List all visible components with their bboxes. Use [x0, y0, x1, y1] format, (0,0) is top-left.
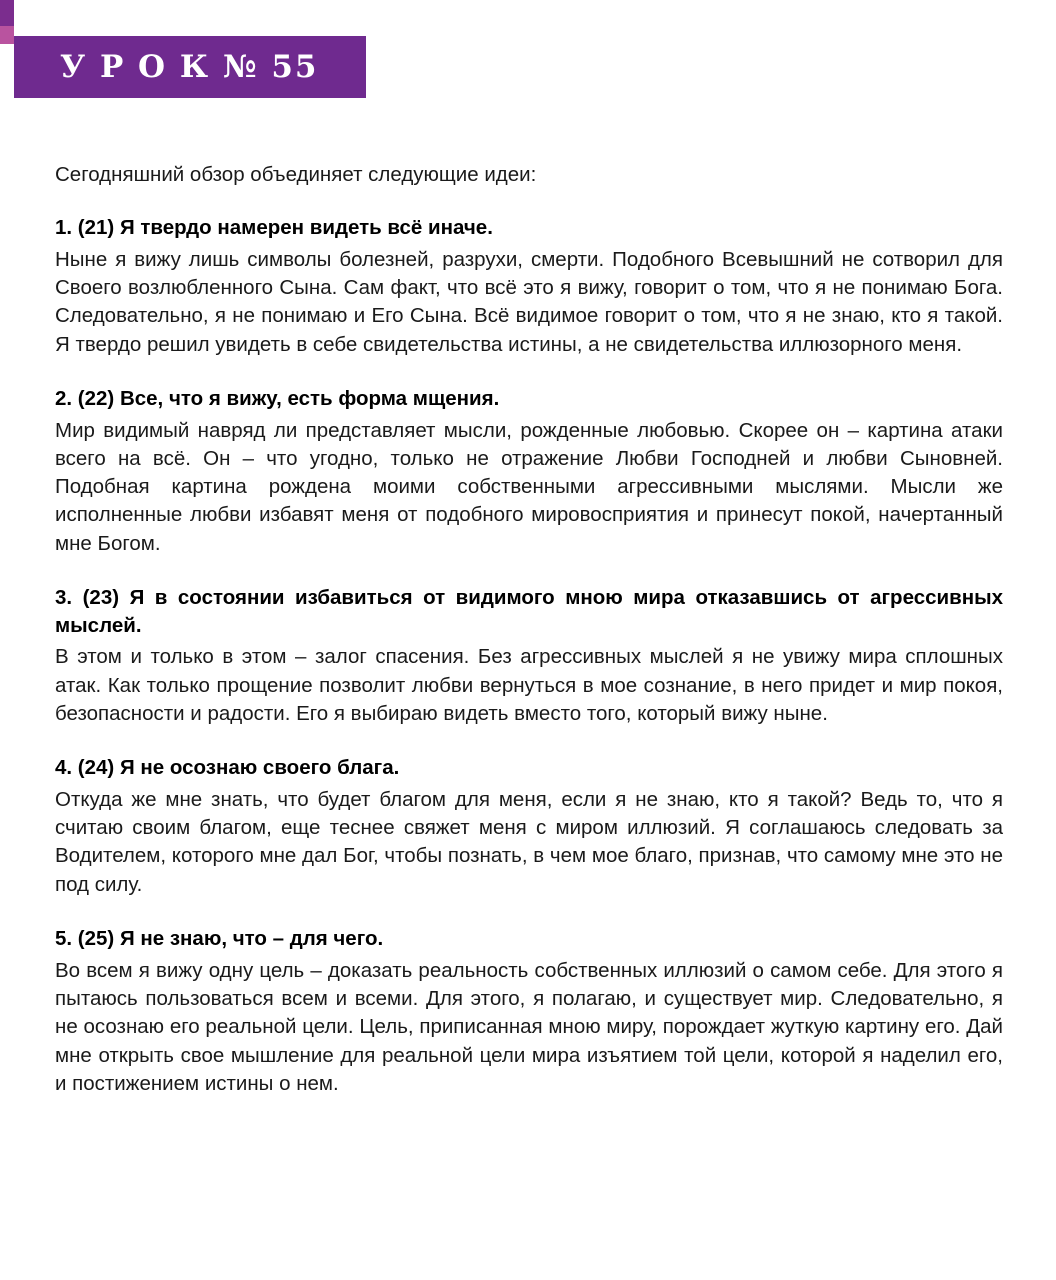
- section-heading-5: 5. (25) Я не знаю, что – для чего.: [55, 927, 384, 951]
- left-edge-bar-top: [0, 0, 14, 26]
- section-heading-2: 2. (22) Все, что я вижу, есть форма мщения.: [55, 386, 500, 410]
- section-body-2: Мир видимый навряд ли представляет мысли, рожденные любовью. Скорее он – картина атаки всего на всё. Он – что угодно, только не отражение Любви Господней и любви Сыновней. Подобная картина рождена моими собственными агрессивными мыслями. Мысли же исполненные любви избавят меня от подобного мировосприятия и принесут покой, начертанный мне Богом.: [55, 418, 1003, 555]
- section-body-1: Ныне я вижу лишь символы болезней, разрухи, смерти. Подобного Всевышний не сотворил для Своего возлюбленного Сына. Сам факт, что всё это я вижу, говорит о том, что я не понимаю Бога. Следовательно, я не понимаю и Его Сына. Всё видимое говорит о том, что я не знаю, кто я такой. Я твердо решил увидеть в себе свидетельства истины, а не свидетельства иллюзорного меня.: [55, 247, 1003, 356]
- intro-paragraph: Сегодняшний обзор объединяет следующие идеи:: [55, 162, 537, 186]
- lesson-section-2: [55, 385, 1003, 558]
- section-body-5: Во всем я вижу одну цель – доказать реальность собственных иллюзий о самом себе. Для этого я пытаюсь пользоваться всем и всеми. Для этого, я полагаю, и существует мир. Следовательно, я не осознаю его реальной цели. Цель, приписанная мною миру, порождает жуткую картину его. Дай мне открыть свое мышление для реальной цели мира изъятием той цели, которой я наделил его, и постижением истины о нем.: [55, 958, 1003, 1095]
- left-edge-bar-accent: [0, 26, 14, 44]
- section-body-3: В этом и только в этом – залог спасения. Без агрессивных мыслей я не увижу мира сплошных атак. Как только прощение позволит любви вернуться в мое сознание, в него придет и мир покоя, безопасности и радости. Его я выбираю видеть вместо того, который вижу ныне.: [55, 645, 1003, 725]
- lesson-section-1: [55, 214, 1003, 359]
- section-body-4: Откуда же мне знать, что будет благом для меня, если я не знаю, кто я такой? Ведь то, что я считаю своим благом, еще теснее свяжет меня с миром иллюзий. Я соглашаюсь следовать за Водителем, которого мне дал Бог, чтобы познать, в чем мое благо, признав, что самому мне это не под силу.: [55, 787, 1003, 896]
- section-heading-3: 3. (23) Я в состоянии избавиться от видимого мною мира отказавшись от агрессивных мыслей.: [55, 586, 1003, 637]
- section-heading-1: 1. (21) Я твердо намерен видеть всё иначе.: [55, 216, 493, 240]
- document-body: [55, 140, 1003, 1124]
- lesson-title: У Р О К № 55: [60, 49, 319, 85]
- lesson-section-3: [55, 584, 1003, 728]
- lesson-section-4: [55, 754, 1003, 899]
- lesson-section-5: [55, 925, 1003, 1098]
- section-heading-4: 4. (24) Я не осознаю своего блага.: [55, 756, 400, 780]
